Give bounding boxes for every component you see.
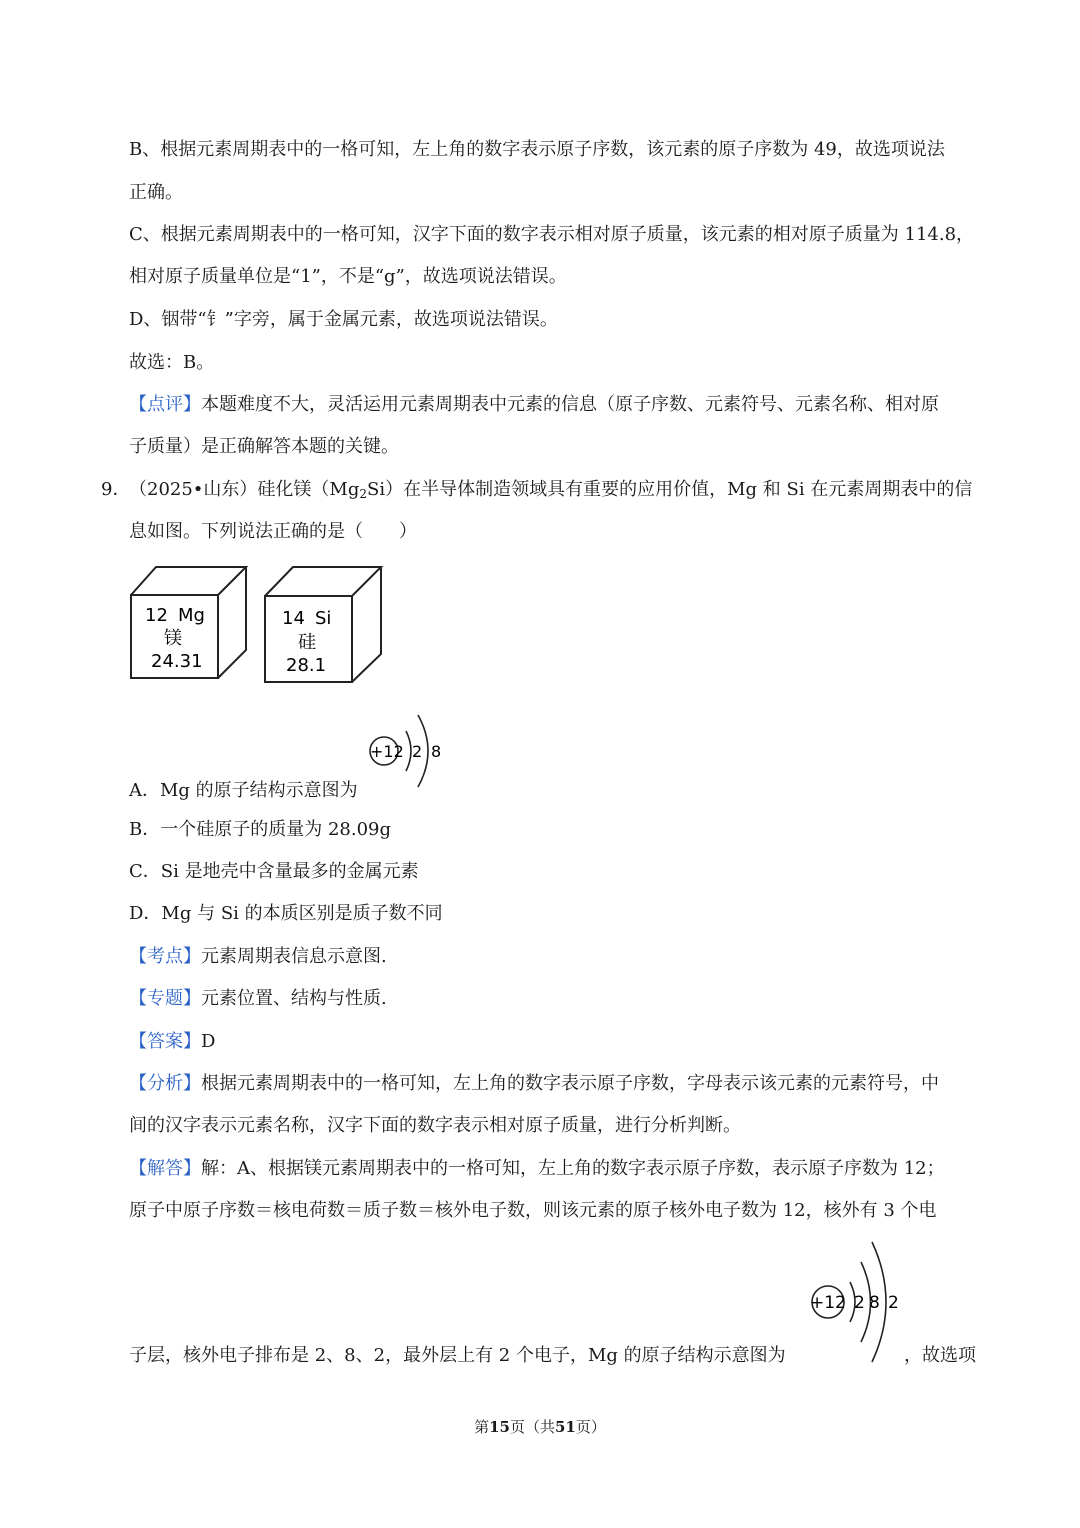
- question-stem: （2025•山东）硅化镁$(Mg_2Si)$在半导体制造领域具有重要的应用价值，Mg 和 Si 在元素周期表中的信: [129, 479, 973, 501]
- text-line: C、根据元素周期表中的一格可知，汉字下面的数字表示相对原子质量，该元素的相对原子质量为 114.8，: [129, 224, 975, 245]
- shell-label: 2: [412, 742, 423, 761]
- text-line: 故选：B。: [129, 352, 215, 373]
- comment-line: [129, 393, 939, 417]
- text-line: 子质量）是正确解答本题的关键。: [129, 436, 399, 457]
- kaodian-line: 【考点】元素周期表信息示意图.: [129, 946, 387, 967]
- cell-name: 镁: [164, 628, 182, 649]
- current-page: 15: [489, 1418, 510, 1436]
- text-line: 正确。: [129, 182, 183, 203]
- fenxi-line: 【分析】根据元素周期表中的一格可知，左上角的数字表示原子序数，字母表示该元素的元素符号，中: [129, 1073, 939, 1094]
- option-d: D．Mg 与 Si 的本质区别是质子数不同: [129, 903, 443, 924]
- nucleus-label: +12: [370, 742, 404, 761]
- periodic-table-cells-figure: [126, 562, 388, 688]
- shell-label: 8: [431, 742, 442, 761]
- text-line: D、铟带“钅”字旁，属于金属元素，故选项说法错误。: [129, 309, 558, 330]
- zhuanti-line: 【专题】元素位置、结构与性质.: [129, 988, 387, 1009]
- cell-symbol: Mg: [178, 605, 205, 626]
- answer-line: 【答案】D: [129, 1031, 216, 1052]
- cell-mass: 24.31: [151, 651, 203, 672]
- option-c: C．Si 是地壳中含量最多的金属元素: [129, 861, 419, 882]
- total-pages: 51: [555, 1418, 576, 1436]
- shell-label: 2: [888, 1293, 899, 1313]
- option-a: A．Mg 的原子结构示意图为: [129, 780, 358, 801]
- atom-structure-diagram-option-a: [362, 700, 452, 800]
- text-line: B、根据元素周期表中的一格可知，左上角的数字表示原子序数，该元素的原子序数为 49，故选项说法: [129, 139, 945, 160]
- shell-label: 8: [869, 1293, 880, 1313]
- comment-tag: 【点评】: [129, 394, 201, 415]
- question-number: 9．: [101, 479, 131, 500]
- text-line: 间的汉字表示元素名称，汉字下面的数字表示相对原子质量，进行分析判断。: [129, 1115, 741, 1136]
- atom-structure-diagram-solution: [800, 1234, 910, 1364]
- cell-mass: 28.1: [286, 655, 327, 676]
- text-line: 原子中原子序数＝核电荷数＝质子数＝核外电子数，则该元素的原子核外电子数为 12，核外有 3 个电: [129, 1200, 937, 1221]
- page-footer: 第15页（共51页）: [474, 1418, 606, 1436]
- nucleus-label: +12: [810, 1293, 846, 1313]
- comment-text: 本题难度不大，灵活运用元素周期表中元素的信息（原子序数、元素符号、元素名称、相对原: [201, 394, 939, 415]
- cell-number: 14: [282, 608, 305, 629]
- text-line-end: ，故选项: [904, 1345, 976, 1366]
- option-b: B．一个硅原子的质量为 28.09g: [129, 819, 392, 840]
- cell-symbol: Si: [315, 608, 332, 629]
- cell-number: 12: [145, 605, 168, 626]
- text-line: 相对原子质量单位是“1”，不是“g”，故选项说法错误。: [129, 266, 567, 287]
- shell-label: 2: [854, 1293, 865, 1313]
- text-line: 子层，核外电子排布是 2、8、2，最外层上有 2 个电子，Mg 的原子结构示意图为: [129, 1345, 786, 1366]
- question-stem: 息如图。下列说法正确的是（ ）: [129, 521, 417, 542]
- jieda-line: 【解答】解：A、根据镁元素周期表中的一格可知，左上角的数字表示原子序数，表示原子序数为 12；: [129, 1158, 945, 1179]
- cell-name: 硅: [298, 632, 316, 653]
